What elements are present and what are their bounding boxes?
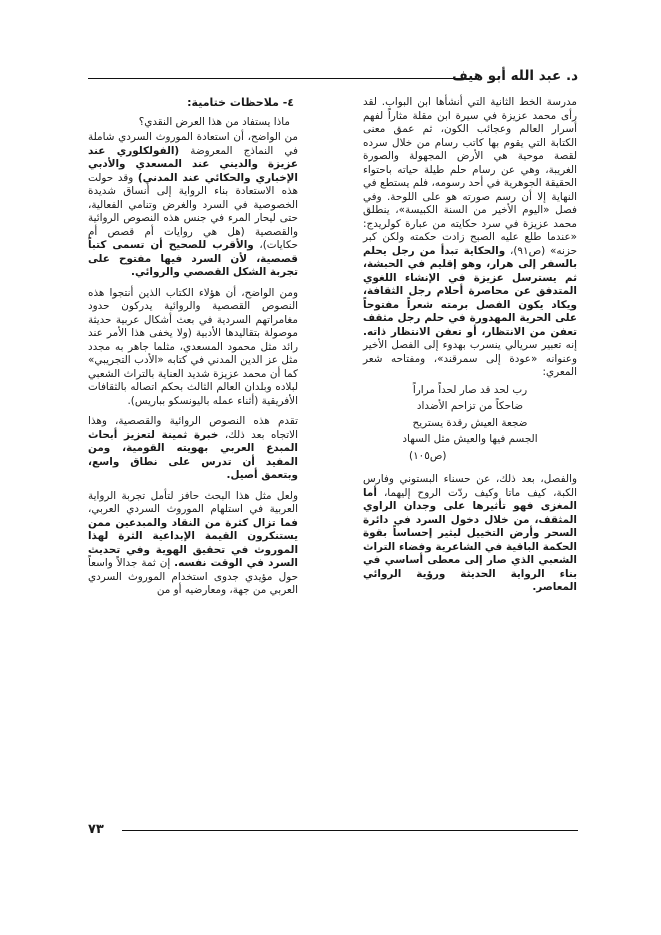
poem-line: ضجعة العيش رقدة يستريح: [412, 416, 528, 429]
body-text: إن ثمة جدالاً واسعاً حول مؤيدي جدوى استخدام الموروث السردي العربي من جهة، ومعارضيه أو من: [88, 557, 298, 596]
header-rule: [88, 78, 478, 79]
body-text: إنه تعبير سريالي ينسرب بهدوء إلى الفصل الأخير وعنوانه «عودة إلى سمرقند»، ومفتاحه شعر المعري:: [363, 339, 577, 378]
bold-text: فما تزال كثرة من النقاد والمبدعين ممن يستنكرون القيمة الإبداعية الثرة لهذا الموروث في تحقيق الهوية وفي تحديث السرد في الوقت نفسه.: [88, 516, 298, 569]
paragraph: [363, 473, 577, 595]
bold-text: (الفولكلوري عند عزيزة والديني عند المسعدي والأدبي الإخباري والحكائي عند المدني): [88, 144, 298, 184]
page-header: [88, 68, 578, 96]
page-number: ٧٣: [88, 822, 104, 837]
page-footer: [88, 822, 578, 846]
body-text: مدرسة الخط الثانية التي أنشأها ابن البواب. لقد رأى محمد عزيزة في سيرة ابن مقلة مثاراً لفهم أسرار العالم وعجائب الكون، ثم عمق معنى الكتابة التي يقوم بها كاتب رسام من خلال سرده لقصة موحية هي الأرض المجهولة والصورة الغريبة، وهي عن رسام حلم طيلة حياته باحتواء الحقيقة الجوهرية في أحد رسومه، فلم يستطع في النهاية إلا أن رسم صورته هو على اللوحة. وفي فصل «اليوم الأخير من السنة الكبيسة»، ينطلق محمد عزيزة في سرد حكايته من عبارة كولريدج: «عندما طلع عليه الصبح زادت حكمته ولكن كبر حزنه» (ص٩١)،: [363, 96, 577, 257]
section-question: ماذا يستفاد من هذا العرض النقدي؟: [138, 115, 290, 128]
paragraph: [88, 131, 298, 280]
body-text: والفصل، بعد ذلك، عن حسناء البستوني وفارس الكبة، كيف ماتا وكيف ردّت الروح إليهما،: [363, 473, 577, 499]
paragraph: ومن الواضح، أن هؤلاء الكتاب الذين أنتجوا هذه النصوص القصصية والروائية يدركون حدود مغامراتهم السردية في بعث أشكال عربية حديثة موصولة بتقاليدها الأدبية (ولا يخفى هذا الأمر عند رائد مثل محمود المسعدي، مثلما جاهر به مجدد مثل عز الدين المدني في كتابه «الأدب التجريبي» كما أن محمد عزيزة شديد العناية بالتراث الشعبي لبلاده وبلدان العالم الثالث بحكم اتصاله بالثقافات الأفريقية (أثناء عمله باليونسكو بباريس).: [88, 286, 298, 407]
body-text: تقدم هذه النصوص الروائية والقصصية، وهذا الاتجاه بعد ذلك،: [88, 415, 298, 441]
body-text: وقد حولت هذه الاستعادة بناء الرواية إلى أنساق شديدة الخصوصية في السرد والغرض وتنامي الفعالية، حتى ليحار المرء في جنس هذه النصوص الروائية والقصصية (هل هي روايات أم قصص أم حكايات)،: [88, 171, 298, 251]
poem-line: رب لحد قد صار لحداً مراراً: [412, 383, 528, 396]
bold-text: خبرة ثمينة لتعزيز أبحاث المبدع العربي بهويته القومية، ومن المفيد أن تدرس على نطاق واسع، وبتعمق أصيل.: [88, 428, 298, 481]
author-name: د. عبد الله أبو هيف: [452, 68, 578, 84]
section-title: ٤- ملاحظات ختامية:: [187, 96, 294, 109]
body-text: من الواضح، أن استعادة الموروث السردي شاملة في النماذج المعروضة: [88, 131, 298, 157]
left-column: [88, 96, 298, 598]
poem-line: ضاحكاً من تزاحم الأضداد: [416, 400, 524, 412]
poem-line: الجسم فيها والعيش مثل السهاد: [402, 433, 538, 445]
poem-reference: (ص١٠٥): [409, 449, 447, 462]
bold-text: والحكاية تبدأ من رجل يحلم بالسفر إلى هرار، وهو إقليم في الحبشة، ثم يسترسل عزيزة في الإنشاء اللغوي المتدفق عن محاصرة أحلام رجل الثقافة، ويكاد يكون الفصل برمته شعراً مفتوحاً على الحرية المهدورة في حلم رجل مثقف تعفن من الانتظار، أو تعفن الانتظار ذاته.: [363, 244, 577, 338]
right-column: [363, 96, 577, 595]
footer-rule: [122, 830, 578, 831]
bold-text: أما المغزى فهو تأثيرها على وجدان الراوي المثقف، من خلال دخول السرد في دائرة السحر وأرض التخييل ليثير إحساساً بقوة الحكمة الباقية في الشاعرية وفضاء التراث الشعبي الذي صار إلى معطى أساسي في بناء الرواية الحديثة ورؤية الروائي المعاصر.: [363, 486, 577, 593]
paragraph: [88, 415, 298, 483]
paragraph: [88, 490, 298, 598]
poem-quote: [363, 384, 577, 464]
body-text: ولعل مثل هذا البحث حافز لتأمل تجربة الرواية العربية في استلهام الموروث السردي العربي،: [88, 489, 298, 515]
paragraph: [363, 96, 577, 380]
bold-text: والأقرب للصحيح أن تسمى كتباً قصصية، لأن السرد فيها مفتوح على تجربة الشكل القصصي والروائي.: [88, 239, 298, 278]
